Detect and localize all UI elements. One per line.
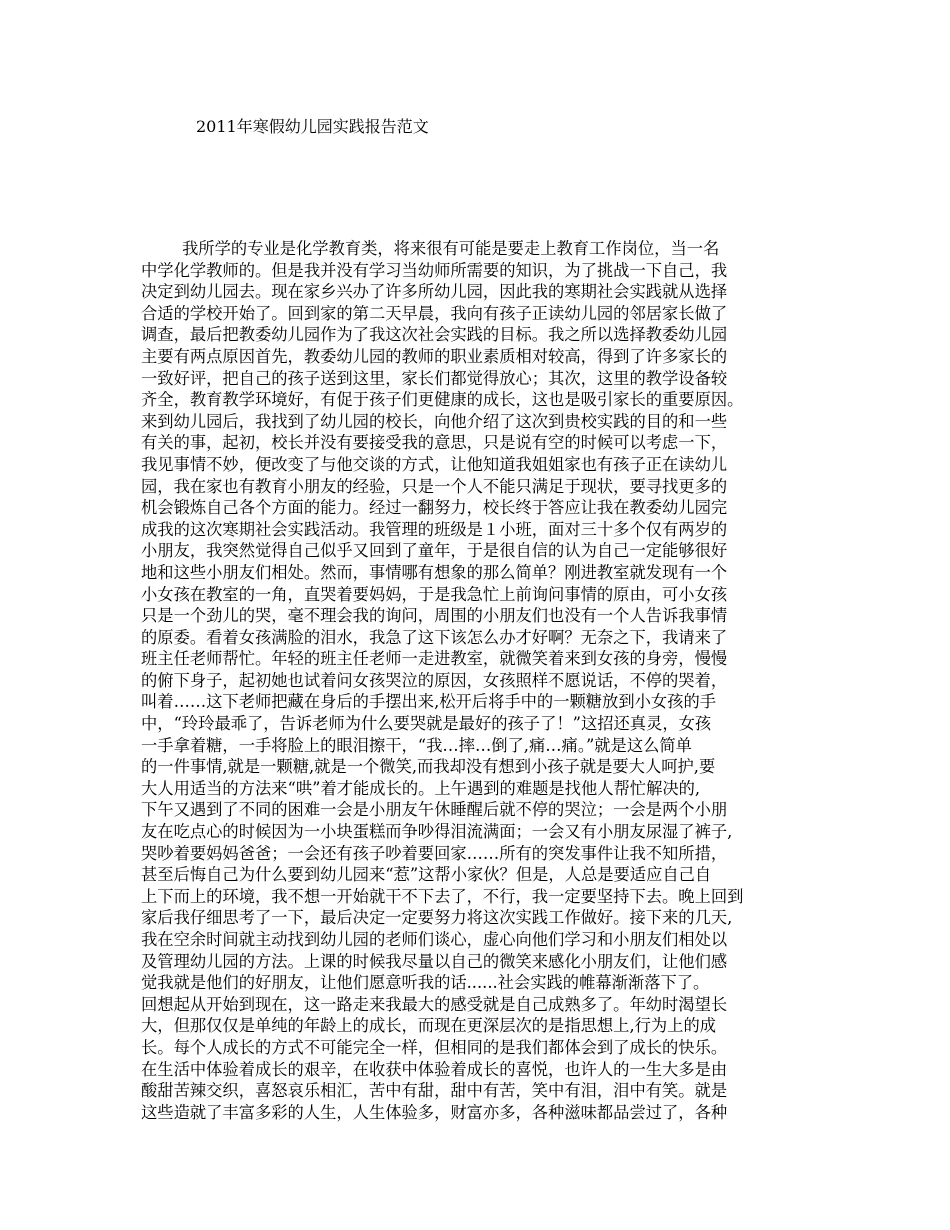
paragraph-line: 合适的学校开始了。回到家的第二天早晨，我向有孩子正读幼儿园的邻居家长做了 [141,303,728,323]
paragraph-line: 地和这些小朋友们相处。然而，事情哪有想象的那么简单？刚进教室就发现有一个 [141,562,728,582]
paragraph-line: 上下而上的环境，我不想一开始就干不下去了，不行，我一定要坚持下去。晚上回到 [141,886,744,906]
paragraph-line: 一手拿着糖，一手将脸上的眼泪擦干，“我…摔…倒了,痛…痛。”就是这么简单 [141,735,692,755]
document-body [141,238,831,1123]
paragraph-line: 来到幼儿园后，我找到了幼儿园的校长，向他介绍了这次到贵校实践的目的和一些 [141,411,728,431]
paragraph-line: 成我的这次寒期社会实践活动。我管理的班级是１小班，面对三十多个仅有两岁的 [141,519,728,539]
paragraph-line: 的原委。看着女孩满脸的泪水，我急了这下该怎么办才好啊？无奈之下，我请来了 [141,627,728,647]
paragraph-line: 叫着……这下老师把藏在身后的手摆出来,松开后将手中的一颗糖放到小女孩的手 [141,692,717,712]
paragraph-line: 我在空余时间就主动找到幼儿园的老师们谈心，虚心向他们学习和小朋友们相处以 [141,930,728,949]
paragraph-line: 甚至后悔自己为什么要到幼儿园来“惹”这帮小家伙？但是，人总是要适应自己自 [141,865,712,885]
paragraph-line: 中学化学教师的。但是我并没有学习当幼师所需要的知识，为了挑战一下自己，我 [141,260,728,280]
paragraph-line: 我见事情不妙，便改变了与他交谈的方式，让他知道我姐姐家也有孩子正在读幼儿 [141,454,728,474]
paragraph-line: 回想起从开始到现在，这一路走来我最大的感受就是自己成熟多了。年幼时渴望长 [141,994,728,1014]
paragraph-line: 齐全，教育教学环境好，有促于孩子们更健康的成长，这也是吸引家长的重要原因。 [141,390,744,410]
paragraph-line: 园，我在家也有教育小朋友的经验，只是一个人不能只满足于现状，要寻找更多的 [141,476,728,496]
paragraph-line: 决定到幼儿园去。现在家乡兴办了许多所幼儿园，因此我的寒期社会实践就从选择 [141,282,728,302]
paragraph-line: 在生活中体验着成长的艰辛，在收获中体验着成长的喜悦，也许人的一生大多是由 [141,1059,728,1079]
paragraph-line: 大，但那仅仅是单纯的年龄上的成长，而现在更深层次的是指思想上,行为上的成 [141,1016,717,1036]
paragraph-line: 小朋友，我突然觉得自己似乎又回到了童年，于是很自信的认为自己一定能够很好 [141,541,728,561]
paragraph-line: 主要有两点原因首先，教委幼儿园的教师的职业素质相对较高，得到了许多家长的 [141,346,728,366]
paragraph-line: 的一件事情,就是一颗糖,就是一个微笑,而我却没有想到小孩子就是要大人呵护,要 [141,757,716,777]
paragraph-line: 班主任老师帮忙。年轻的班主任老师一走进教室，就微笑着来到女孩的身旁，慢慢 [141,649,728,669]
paragraph-line: 调查，最后把教委幼儿园作为了我这次社会实践的目标。我之所以选择教委幼儿园 [141,325,728,345]
paragraph-line: 友在吃点心的时候因为一小块蛋糕而争吵得泪流满面；一会又有小朋友尿湿了裤子, [141,822,733,842]
paragraph-line: 及管理幼儿园的方法。上课的时候我尽量以自己的微笑来感化小朋友们，让他们感 [141,951,728,971]
paragraph-line: 酸甜苦辣交织，喜怒哀乐相汇，苦中有甜，甜中有苦，笑中有泪，泪中有笑。就是 [141,1081,728,1101]
document-title: 2011年寒假幼儿园实践报告范文 [196,117,429,136]
paragraph-line: 小女孩在教室的一角，直哭着要妈妈，于是我急忙上前询问事情的原由，可小女孩 [141,584,728,604]
paragraph-line: 中，“玲玲最乖了，告诉老师为什么要哭就是最好的孩子了！”这招还真灵，女孩 [141,714,712,734]
paragraph-line: 的俯下身子，起初她也试着问女孩哭泣的原因，女孩照样不愿说话，不停的哭着， [141,670,728,690]
paragraph-line: 大人用适当的方法来“哄”着才能成长的。上午遇到的难题是找他人帮忙解决的, [141,778,701,798]
paragraph-line: 机会锻炼自己各个方面的能力。经过一翻努力，校长终于答应让我在教委幼儿园完 [141,498,728,518]
paragraph-line: 只是一个劲儿的哭，毫不理会我的询问，周围的小朋友们也没有一个人告诉我事情 [141,606,728,626]
paragraph-line: 一致好评，把自己的孩子送到这里，家长们都觉得放心；其次，这里的教学设备较 [141,368,728,388]
paragraph-line: 家后我仔细思考了一下，最后决定一定要努力将这次实践工作做好。接下来的几天, [141,908,733,928]
paragraph-line: 觉我就是他们的好朋友，让他们愿意听我的话......社会实践的帷幕渐渐落下了。 [141,973,710,993]
paragraph-line: 这些造就了丰富多彩的人生，人生体验多，财富亦多，各种滋味都品尝过了，各种 [141,1102,728,1122]
paragraph-line: 哭吵着要妈妈爸爸；一会还有孩子吵着要回家……所有的突发事件让我不知所措， [141,843,728,863]
paragraph-first-line: 我所学的专业是化学教育类，将来很有可能是要走上教育工作岗位，当一名 [182,239,720,258]
paragraph-line: 长。每个人成长的方式不可能完全一样，但相同的是我们都体会到了成长的快乐。 [141,1037,728,1057]
paragraph-line: 有关的事，起初，校长并没有要接受我的意思，只是说有空的时候可以考虑一下， [141,433,728,453]
paragraph-line: 下午又遇到了不同的困难一会是小朋友午休睡醒后就不停的哭泣；一会是两个小朋 [141,800,728,820]
